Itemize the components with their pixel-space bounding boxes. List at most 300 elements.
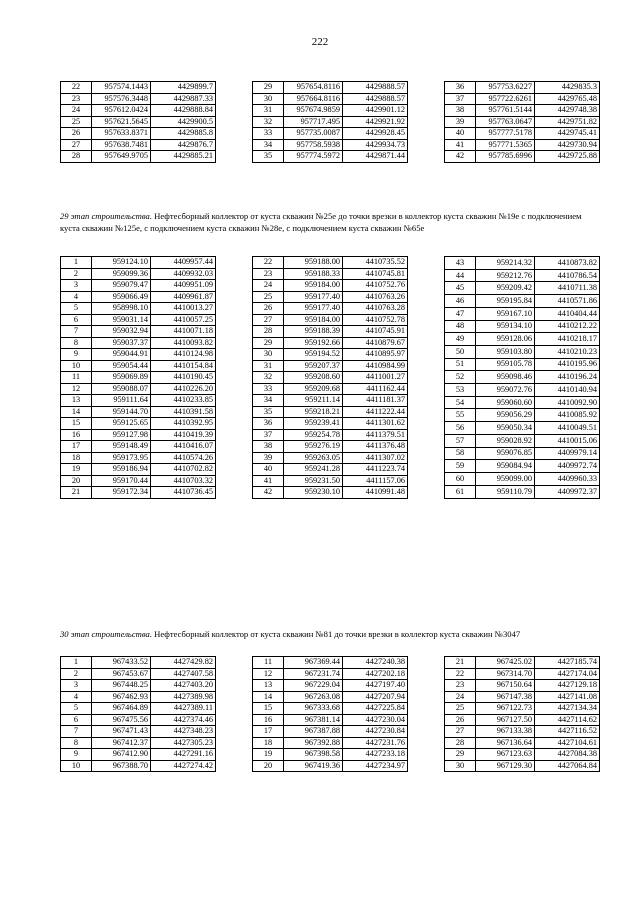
table-row (61, 257, 216, 269)
point-number: 38 (445, 105, 476, 117)
x-coordinate: 959105.78 (476, 358, 535, 371)
x-coordinate: 959128.06 (476, 333, 535, 346)
table-row (61, 429, 216, 441)
x-coordinate: 959211.14 (284, 395, 343, 407)
y-coordinate: 4410736.45 (151, 487, 216, 499)
x-coordinate: 959110.79 (476, 485, 535, 498)
point-number: 38 (253, 441, 284, 453)
point-number: 59 (445, 460, 476, 473)
stage-30-coordinate-tables (60, 656, 600, 772)
y-coordinate: 4427185.74 (535, 657, 600, 669)
point-number: 39 (253, 452, 284, 464)
y-coordinate: 4427202.18 (343, 668, 408, 680)
y-coordinate: 4410212.22 (535, 320, 600, 333)
point-number: 40 (445, 128, 476, 140)
y-coordinate: 4427207.94 (343, 691, 408, 703)
y-coordinate: 4410703.32 (151, 475, 216, 487)
table-row (253, 691, 408, 703)
x-coordinate: 959072.76 (476, 384, 535, 397)
stage-30-label: 30 этап строительства. (60, 629, 152, 639)
table-row (445, 447, 600, 460)
y-coordinate: 4429835.3 (535, 82, 600, 94)
point-number: 52 (445, 371, 476, 384)
table-row (253, 280, 408, 292)
table-row (61, 657, 216, 669)
x-coordinate: 959031.14 (92, 314, 151, 326)
point-number: 25 (253, 291, 284, 303)
point-number: 10 (61, 360, 92, 372)
x-coordinate: 967471.43 (92, 726, 151, 738)
table-row (253, 383, 408, 395)
y-coordinate: 4427240.38 (343, 657, 408, 669)
x-coordinate: 967147.38 (476, 691, 535, 703)
table-row (61, 383, 216, 395)
y-coordinate: 4427403.20 (151, 680, 216, 692)
table-row (253, 326, 408, 338)
table-row (61, 360, 216, 372)
y-coordinate: 4410013.27 (151, 303, 216, 315)
coordinate-table (60, 81, 216, 163)
x-coordinate: 959099.36 (92, 268, 151, 280)
y-coordinate: 4410195.96 (535, 358, 600, 371)
x-coordinate: 967425.02 (476, 657, 535, 669)
table-row (445, 668, 600, 680)
x-coordinate: 959212.76 (476, 269, 535, 282)
x-coordinate: 959111.64 (92, 395, 151, 407)
point-number: 18 (253, 737, 284, 749)
table-row (61, 314, 216, 326)
x-coordinate: 957621.5645 (92, 116, 151, 128)
y-coordinate: 4427129.18 (535, 680, 600, 692)
point-number: 30 (253, 349, 284, 361)
point-number: 11 (61, 372, 92, 384)
x-coordinate: 967381.14 (284, 714, 343, 726)
y-coordinate: 4427174.04 (535, 668, 600, 680)
point-number: 26 (445, 714, 476, 726)
y-coordinate: 4410124.98 (151, 349, 216, 361)
y-coordinate: 4411157.06 (343, 475, 408, 487)
point-number: 29 (253, 82, 284, 94)
y-coordinate: 4410218.17 (535, 333, 600, 346)
y-coordinate: 4427305.23 (151, 737, 216, 749)
x-coordinate: 967412.90 (92, 749, 151, 761)
y-coordinate: 4410984.99 (343, 360, 408, 372)
y-coordinate: 4410049.51 (535, 422, 600, 435)
y-coordinate: 4409972.37 (535, 485, 600, 498)
point-number: 12 (61, 383, 92, 395)
table-row (445, 105, 600, 117)
table-row (253, 349, 408, 361)
x-coordinate: 967462.93 (92, 691, 151, 703)
x-coordinate: 967136.64 (476, 737, 535, 749)
table-row (253, 303, 408, 315)
x-coordinate: 959173.95 (92, 452, 151, 464)
table-row (61, 82, 216, 94)
point-number: 34 (253, 395, 284, 407)
table-row (253, 395, 408, 407)
table-row (445, 657, 600, 669)
point-number: 51 (445, 358, 476, 371)
table-row (445, 460, 600, 473)
x-coordinate: 967263.08 (284, 691, 343, 703)
y-coordinate: 4429885.21 (151, 151, 216, 163)
y-coordinate: 4427389.11 (151, 703, 216, 715)
point-number: 45 (445, 282, 476, 295)
point-number: 26 (61, 128, 92, 140)
table-row (253, 703, 408, 715)
y-coordinate: 4427084.38 (535, 749, 600, 761)
point-number: 4 (61, 291, 92, 303)
y-coordinate: 4410057.25 (151, 314, 216, 326)
point-number: 30 (445, 760, 476, 772)
stage-29-label: 29 этап строительства. (60, 211, 152, 221)
point-number: 35 (253, 406, 284, 418)
point-number: 32 (253, 372, 284, 384)
coordinate-table (252, 81, 408, 163)
x-coordinate: 967127.50 (476, 714, 535, 726)
x-coordinate: 959188.39 (284, 326, 343, 338)
y-coordinate: 4411376.48 (343, 441, 408, 453)
table-row (61, 464, 216, 476)
y-coordinate: 4427116.52 (535, 726, 600, 738)
point-number: 46 (445, 295, 476, 308)
x-coordinate: 967314.70 (476, 668, 535, 680)
coordinate-table (60, 656, 216, 772)
point-number: 9 (61, 749, 92, 761)
x-coordinate: 967150.64 (476, 680, 535, 692)
point-number: 29 (445, 749, 476, 761)
table-row (253, 93, 408, 105)
point-number: 1 (61, 657, 92, 669)
point-number: 7 (61, 726, 92, 738)
y-coordinate: 4410711.38 (535, 282, 600, 295)
y-coordinate: 4409932.03 (151, 268, 216, 280)
y-coordinate: 4427234.97 (343, 760, 408, 772)
point-number: 5 (61, 303, 92, 315)
y-coordinate: 4410093.82 (151, 337, 216, 349)
y-coordinate: 4410419.39 (151, 429, 216, 441)
x-coordinate: 959079.47 (92, 280, 151, 292)
x-coordinate: 959028.92 (476, 434, 535, 447)
table-row (445, 82, 600, 94)
stage-29-coordinate-tables (60, 256, 600, 499)
point-number: 39 (445, 116, 476, 128)
x-coordinate: 957612.0424 (92, 105, 151, 117)
point-number: 41 (445, 139, 476, 151)
table-row (253, 337, 408, 349)
x-coordinate: 959037.37 (92, 337, 151, 349)
coordinate-table (252, 256, 408, 499)
point-number: 22 (61, 82, 92, 94)
x-coordinate: 957735.0087 (284, 128, 343, 140)
point-number: 10 (61, 760, 92, 772)
point-number: 16 (253, 714, 284, 726)
table-row (445, 116, 600, 128)
point-number: 34 (253, 139, 284, 151)
y-coordinate: 4411379.51 (343, 429, 408, 441)
point-number: 20 (253, 760, 284, 772)
point-number: 16 (61, 429, 92, 441)
x-coordinate: 967123.63 (476, 749, 535, 761)
point-number: 42 (445, 151, 476, 163)
y-coordinate: 4429900.5 (151, 116, 216, 128)
point-number: 3 (61, 680, 92, 692)
table-row (61, 303, 216, 315)
x-coordinate: 959241.28 (284, 464, 343, 476)
y-coordinate: 4410085.92 (535, 409, 600, 422)
point-number: 8 (61, 737, 92, 749)
x-coordinate: 967122.73 (476, 703, 535, 715)
y-coordinate: 4411223.74 (343, 464, 408, 476)
y-coordinate: 4429888.57 (343, 93, 408, 105)
y-coordinate: 4427114.62 (535, 714, 600, 726)
y-coordinate: 4409979.14 (535, 447, 600, 460)
coordinate-table (252, 656, 408, 772)
x-coordinate: 959186.94 (92, 464, 151, 476)
y-coordinate: 4427064.84 (535, 760, 600, 772)
y-coordinate: 4427231.76 (343, 737, 408, 749)
point-number: 28 (445, 737, 476, 749)
x-coordinate: 959124.10 (92, 257, 151, 269)
x-coordinate: 959207.37 (284, 360, 343, 372)
y-coordinate: 4410702.82 (151, 464, 216, 476)
x-coordinate: 959177.40 (284, 303, 343, 315)
table-row (253, 464, 408, 476)
table-row (61, 749, 216, 761)
y-coordinate: 4409960.33 (535, 472, 600, 485)
x-coordinate: 957785.6996 (476, 151, 535, 163)
y-coordinate: 4429871.44 (343, 151, 408, 163)
table-row (61, 326, 216, 338)
table-row (61, 441, 216, 453)
x-coordinate: 957777.5178 (476, 128, 535, 140)
y-coordinate: 4409972.74 (535, 460, 600, 473)
table-row (445, 151, 600, 163)
x-coordinate: 967387.88 (284, 726, 343, 738)
table-row (61, 395, 216, 407)
y-coordinate: 4427104.61 (535, 737, 600, 749)
y-coordinate: 4410392.95 (151, 418, 216, 430)
table-row (61, 668, 216, 680)
x-coordinate: 959195.84 (476, 295, 535, 308)
point-number: 55 (445, 409, 476, 422)
table-row (445, 485, 600, 498)
point-number: 28 (61, 151, 92, 163)
x-coordinate: 967398.58 (284, 749, 343, 761)
y-coordinate: 4410895.97 (343, 349, 408, 361)
y-coordinate: 4429888.57 (343, 82, 408, 94)
y-coordinate: 4410763.28 (343, 303, 408, 315)
point-number: 44 (445, 269, 476, 282)
x-coordinate: 957664.8116 (284, 93, 343, 105)
y-coordinate: 4429921.92 (343, 116, 408, 128)
x-coordinate: 959276.19 (284, 441, 343, 453)
x-coordinate: 959218.21 (284, 406, 343, 418)
point-number: 41 (253, 475, 284, 487)
coordinate-tables-continuation (60, 81, 600, 163)
x-coordinate: 959084.94 (476, 460, 535, 473)
point-number: 17 (61, 441, 92, 453)
table-row (61, 475, 216, 487)
table-row (445, 703, 600, 715)
point-number: 5 (61, 703, 92, 715)
y-coordinate: 4410092.90 (535, 396, 600, 409)
y-coordinate: 4427225.84 (343, 703, 408, 715)
point-number: 56 (445, 422, 476, 435)
table-row (61, 418, 216, 430)
point-number: 19 (253, 749, 284, 761)
point-number: 19 (61, 464, 92, 476)
point-number: 6 (61, 714, 92, 726)
point-number: 13 (61, 395, 92, 407)
table-row (253, 441, 408, 453)
y-coordinate: 4411222.44 (343, 406, 408, 418)
point-number: 37 (253, 429, 284, 441)
point-number: 43 (445, 257, 476, 270)
point-number: 23 (253, 268, 284, 280)
table-row (445, 472, 600, 485)
x-coordinate: 959209.68 (284, 383, 343, 395)
x-coordinate: 957576.3448 (92, 93, 151, 105)
y-coordinate: 4410574.26 (151, 452, 216, 464)
x-coordinate: 967133.38 (476, 726, 535, 738)
x-coordinate: 959230.10 (284, 487, 343, 499)
y-coordinate: 4427230.84 (343, 726, 408, 738)
table-row (445, 269, 600, 282)
table-row (61, 737, 216, 749)
table-row (253, 475, 408, 487)
point-number: 27 (445, 726, 476, 738)
table-row (445, 409, 600, 422)
point-number: 23 (61, 93, 92, 105)
x-coordinate: 959192.66 (284, 337, 343, 349)
table-row (253, 128, 408, 140)
x-coordinate: 957649.9705 (92, 151, 151, 163)
y-coordinate: 4409957.44 (151, 257, 216, 269)
table-row (445, 726, 600, 738)
point-number: 42 (253, 487, 284, 499)
stage-29-heading (60, 210, 600, 234)
x-coordinate: 967333.68 (284, 703, 343, 715)
point-number: 61 (445, 485, 476, 498)
point-number: 53 (445, 384, 476, 397)
table-row (253, 268, 408, 280)
point-number: 60 (445, 472, 476, 485)
y-coordinate: 4429885.8 (151, 128, 216, 140)
y-coordinate: 4410196.24 (535, 371, 600, 384)
table-row (445, 307, 600, 320)
y-coordinate: 4427407.58 (151, 668, 216, 680)
point-number: 2 (61, 668, 92, 680)
y-coordinate: 4410571.86 (535, 295, 600, 308)
table-row (253, 737, 408, 749)
table-row (61, 268, 216, 280)
table-row (253, 257, 408, 269)
point-number: 25 (445, 703, 476, 715)
point-number: 25 (61, 116, 92, 128)
point-number: 32 (253, 116, 284, 128)
x-coordinate: 959167.10 (476, 307, 535, 320)
table-row (445, 760, 600, 772)
x-coordinate: 967475.56 (92, 714, 151, 726)
x-coordinate: 967448.25 (92, 680, 151, 692)
x-coordinate: 959239.41 (284, 418, 343, 430)
y-coordinate: 4410873.82 (535, 257, 600, 270)
x-coordinate: 959254.78 (284, 429, 343, 441)
y-coordinate: 4410226.20 (151, 383, 216, 395)
x-coordinate: 959208.60 (284, 372, 343, 384)
point-number: 14 (61, 406, 92, 418)
point-number: 36 (253, 418, 284, 430)
y-coordinate: 4410763.26 (343, 291, 408, 303)
x-coordinate: 967129.30 (476, 760, 535, 772)
table-row (61, 452, 216, 464)
y-coordinate: 4429730.94 (535, 139, 600, 151)
table-row (253, 749, 408, 761)
x-coordinate: 959170.44 (92, 475, 151, 487)
x-coordinate: 959177.40 (284, 291, 343, 303)
y-coordinate: 4410786.54 (535, 269, 600, 282)
x-coordinate: 967419.36 (284, 760, 343, 772)
y-coordinate: 4429725.88 (535, 151, 600, 163)
page-number: 222 (311, 36, 329, 48)
table-row (445, 371, 600, 384)
table-row (61, 691, 216, 703)
x-coordinate: 959060.60 (476, 396, 535, 409)
table-row (61, 105, 216, 117)
point-number: 23 (445, 680, 476, 692)
table-row (61, 372, 216, 384)
point-number: 31 (253, 360, 284, 372)
x-coordinate: 957654.8116 (284, 82, 343, 94)
y-coordinate: 4427141.08 (535, 691, 600, 703)
y-coordinate: 4427230.04 (343, 714, 408, 726)
point-number: 26 (253, 303, 284, 315)
x-coordinate: 959099.00 (476, 472, 535, 485)
table-row (445, 680, 600, 692)
y-coordinate: 4410752.76 (343, 280, 408, 292)
y-coordinate: 4410404.44 (535, 307, 600, 320)
table-row (445, 422, 600, 435)
x-coordinate: 959188.00 (284, 257, 343, 269)
y-coordinate: 4429748.38 (535, 105, 600, 117)
table-row (253, 360, 408, 372)
point-number: 35 (253, 151, 284, 163)
table-row (445, 93, 600, 105)
point-number: 40 (253, 464, 284, 476)
x-coordinate: 957633.8371 (92, 128, 151, 140)
x-coordinate: 959134.10 (476, 320, 535, 333)
y-coordinate: 4429901.12 (343, 105, 408, 117)
table-row (61, 280, 216, 292)
point-number: 7 (61, 326, 92, 338)
table-row (445, 333, 600, 346)
point-number: 8 (61, 337, 92, 349)
point-number: 1 (61, 257, 92, 269)
table-row (61, 406, 216, 418)
stage-30-heading (60, 628, 600, 640)
y-coordinate: 4429899.7 (151, 82, 216, 94)
y-coordinate: 4410190.45 (151, 372, 216, 384)
table-row (253, 680, 408, 692)
point-number: 24 (253, 280, 284, 292)
y-coordinate: 4409961.87 (151, 291, 216, 303)
point-number: 6 (61, 314, 92, 326)
y-coordinate: 4427197.40 (343, 680, 408, 692)
point-number: 27 (253, 314, 284, 326)
point-number: 57 (445, 434, 476, 447)
table-row (253, 314, 408, 326)
